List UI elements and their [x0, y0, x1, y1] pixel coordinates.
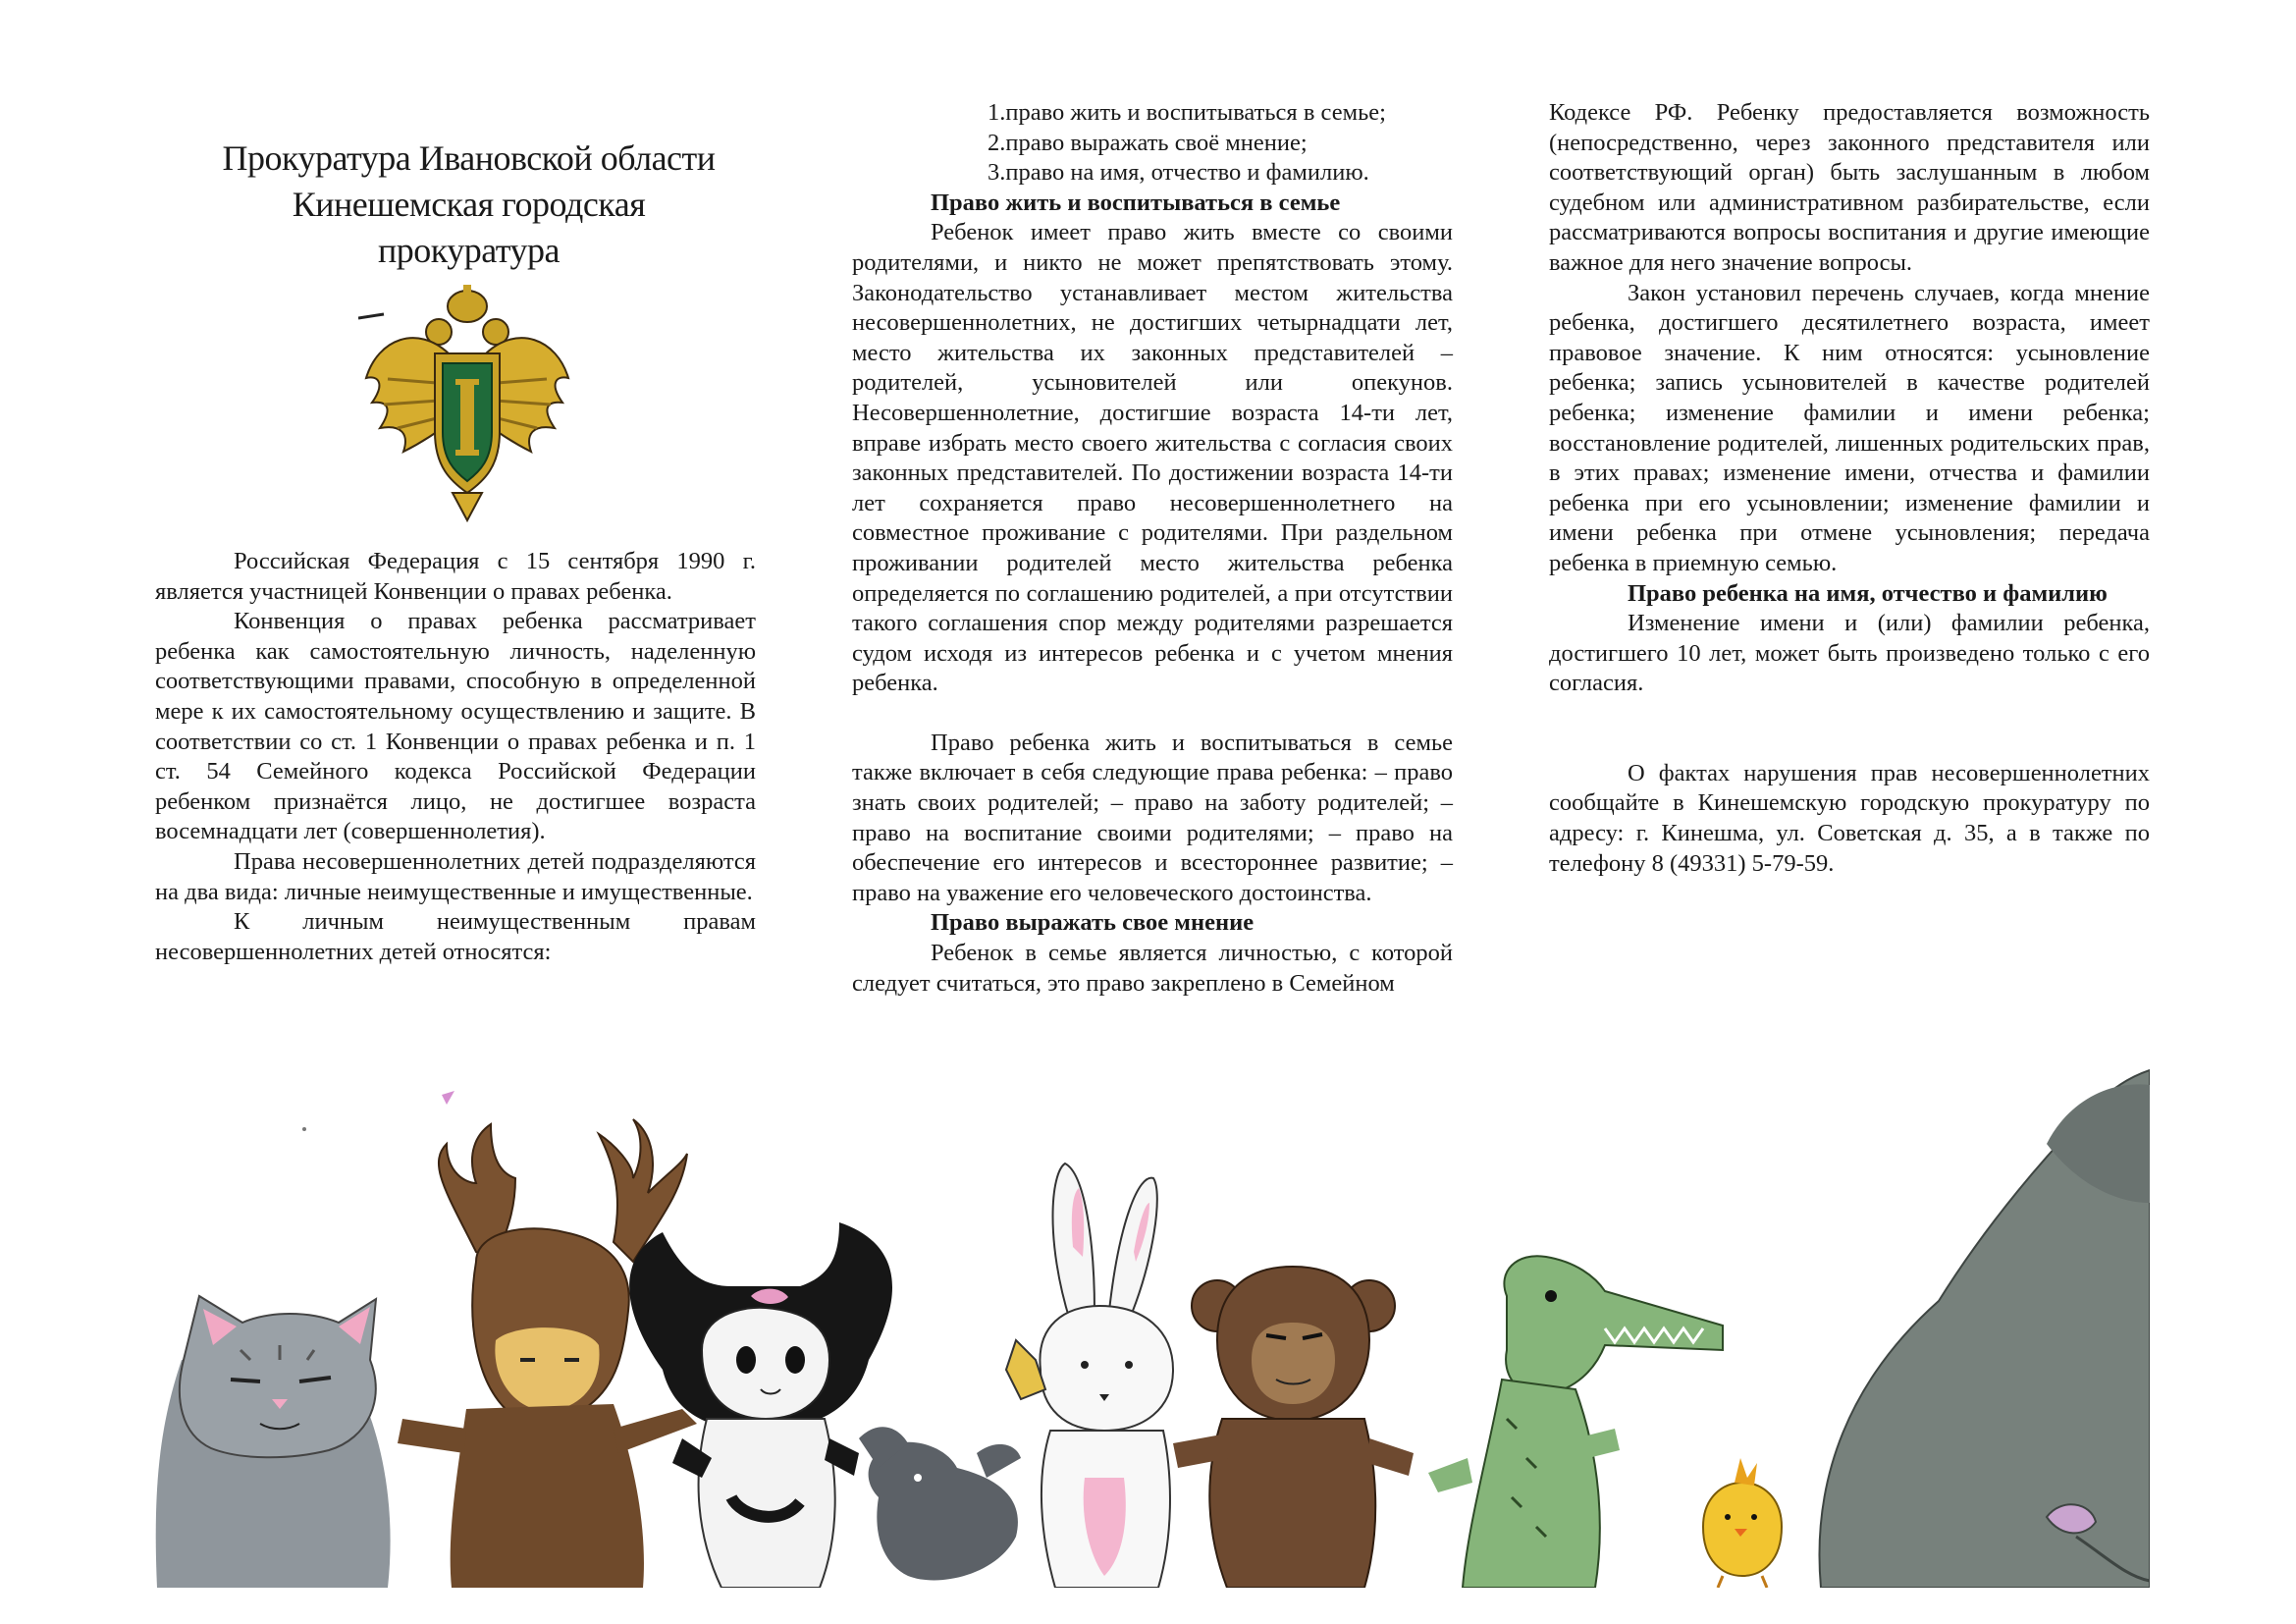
title-line-1: Прокуратура Ивановской области [222, 138, 716, 178]
bird-icon [859, 1427, 1021, 1580]
opinion-paragraph: Ребенок в семье является личностью, с которой следует считаться, это право закреплено в Семейном [852, 940, 1453, 997]
convention-paragraph: Конвенция о правах ребенка рассматривает ребенка как самостоятельную личность, наделенную соответствующими правами, способную в определенной мере к их самостоятельному осуществлению и защите. В соответствии со ст. 1 Конвенции о правах ребенка и п. 1 ст. 54 Семейного кодекса Российской Федерации ребенком признаётся лицо, не достигшее возраста восемнадцати лет (совершеннолетия). [155, 608, 756, 845]
list-item: 2.право выражать своё мнение; [988, 129, 1308, 156]
opinion-paragraph-continued: Кодексе РФ. Ребенку предоставляется возможность (непосредственно, через законного представителя или соответствующий орган) быть заслушанным в любом судебном или административном разбирательстве, если рассматриваются вопросы воспитания и другие имеющие важное для него значение вопросы. [1549, 99, 2150, 276]
list-item: 3.право на имя, отчество и фамилию. [988, 159, 1369, 187]
title-line-2: Кинешемская городская [292, 185, 646, 224]
children-drawing-animals-icon [152, 1065, 2150, 1588]
rights-list [852, 98, 1453, 189]
section-heading-family: Право жить и воспитываться в семье [931, 189, 1341, 216]
rights-types-paragraph: Права несовершеннолетних детей подразделяются на два вида: личные неимущественные и имущественные. [155, 847, 756, 905]
family-paragraph-1: Ребенок имеет право жить вместе со своими родителями, и никто не может препятствовать этому. Законодательство устанавливает местом жительства несовершеннолетних, не достигших четырнадцати лет, место жительства их законных представителей – родителей, усыновителей или опекунов. Несовершеннолетние, достигшие возраста 14-ти лет, вправе избрать место своего жительства с согласия своих законных представителей. По достижении возраста 14-ти лет сохраняется право несовершеннолетнего на совместное проживание с родителями. При раздельном проживании родителей место жительства ребенка определяется по соглашению родителей, а при отсутствии такого соглашения спор между родителями разрешается судом исходя из интересов ребенка и с учетом мнения ребенка. [852, 219, 1453, 697]
personal-rights-paragraph: К личным неимущественным правам несовершеннолетних детей относятся: [155, 908, 756, 965]
section-heading-opinion: Право выражать свое мнение [931, 909, 1255, 937]
name-change-paragraph: Изменение имени и (или) фамилии ребенка, достигшего 10 лет, может быть произведено только с его согласия. [1549, 610, 2150, 697]
chick-icon [1703, 1458, 1782, 1588]
contact-paragraph: О фактах нарушения прав несовершеннолетних сообщайте в Кинешемскую городскую прокуратуру по адресу: г. Кинешма, ул. Советская д. 35, а в также по телефону 8 (49331) 5-79-59. [1549, 759, 2150, 877]
column-right [1549, 98, 2150, 879]
elephant-icon [1820, 1070, 2151, 1588]
column-middle [852, 98, 1453, 999]
kuromi-icon [629, 1222, 892, 1588]
intro-paragraph: Российская Федерация с 15 сентября 1990 г. является участницей Конвенции о правах ребенка. [155, 548, 756, 605]
title-line-3: прокуратура [377, 231, 561, 270]
cases-paragraph: Закон установил перечень случаев, когда мнение ребенка, достигшего десятилетнего возраста, имеет правовое значение. К ним относятся: усыновление ребенка; запись усыновителей в качестве родителей ребенка; изменение фамилии и имени ребенка; восстановление родителей, лишенных родительских прав, в этих правах; изменение имени, отчества и фамилии ребенка при его усыновлении; изменение фамилии и имени ребенка при отмене усыновления; передача ребенка в приемную семью. [1549, 279, 2150, 576]
crocodile-icon [1428, 1256, 1723, 1588]
prosecutor-emblem-eagle-icon [358, 285, 576, 526]
family-paragraph-2: Право ребенка жить и воспитываться в семье также включает в себя следующие права ребенка: – право знать своих родителей; – право на заботу родителей; – право на воспитание своими родителями; – право на обеспечение его интересов и всестороннее развитие; – право на уважение его человеческого достоинства. [852, 729, 1453, 906]
bunny-icon [1006, 1164, 1173, 1588]
spacer [852, 699, 1453, 729]
monkey-icon [1173, 1267, 1414, 1588]
document-title [196, 135, 741, 274]
spacer [1549, 699, 2150, 759]
column-left [155, 547, 756, 967]
cat-icon [156, 1296, 391, 1588]
list-item: 1.право жить и воспитываться в семье; [988, 99, 1386, 126]
section-heading-name: Право ребенка на имя, отчество и фамилию [1628, 579, 2108, 607]
